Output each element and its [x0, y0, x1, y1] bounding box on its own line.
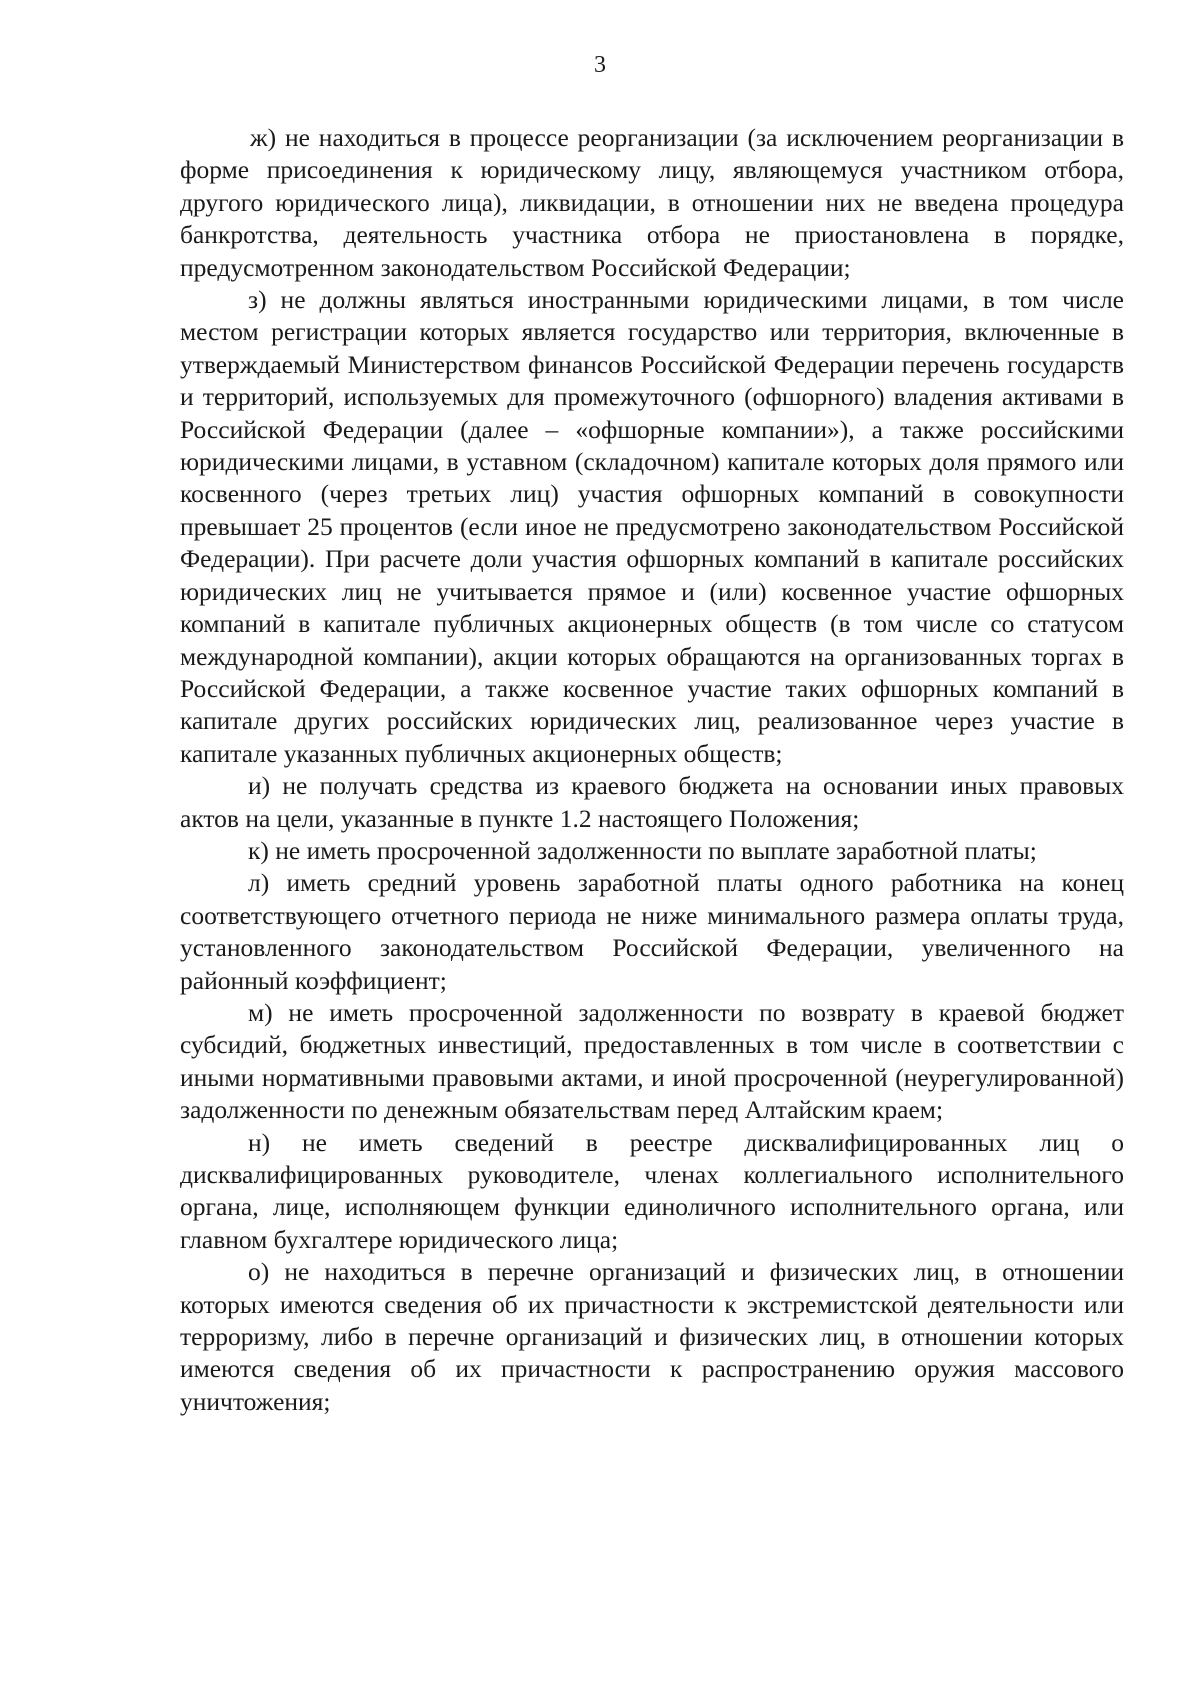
paragraph-k: к) не иметь просроченной задолженности по выплате заработной платы; [248, 835, 1037, 865]
paragraph-z: з) не должны являться иностранными юридическими лицами, в том числе местом регистрации которых является государство или территория, включенные в утверждаемый Министерством финансов Российской Федерации перечень государств и территорий, используемых для промежуточного (офшорного) владения активами в Российской Федерации (далее – «офшорные компании»), а также российскими юридическими лицами, в уставном (складочном) капитале которых доля прямого или косвенного (через третьих лиц) участия офшорных компаний в совокупности превышает 25 процентов (если иное не предусмотрено законодательством Российской Федерации). При расчете доли участия офшорных компаний в капитале российских юридических лиц не учитывается прямое и (или) косвенное участие офшорных компаний в капитале публичных акционерных обществ (в том числе со статусом международной компании), акции которых обращаются на организованных торгах в Российской Федерации, а также косвенное участие таких офшорных компаний в капитале других российских юридических лиц, реализованное через участие в капитале указанных публичных акционерных обществ; [180, 285, 1124, 768]
paragraph-i: и) не получать средства из краевого бюджета на основании иных правовых актов на цели, указанные в пункте 1.2 настоящего Положения; [180, 771, 1124, 833]
document-body [180, 122, 1124, 1418]
paragraph-zh: ж) не находиться в процессе реорганизации (за исключением реорганизации в форме присоединения к юридическому лицу, являющемуся участником отбора, другого юридического лица), ликвидации, в отношении них не введена процедура банкротства, деятельность участника отбора не приостановлена в порядке, предусмотренном законодательством Российской Федерации; [180, 123, 1124, 282]
page-number: 3 [594, 52, 606, 78]
paragraph-m: м) не иметь просроченной задолженности по возврату в краевой бюджет субсидий, бюджетных инвестиций, предоставленных в том числе в соответствии с иными нормативными правовыми актами, и иной просроченной (неурегулированной) задолженности по денежным обязательствам перед Алтайским краем; [180, 997, 1124, 1125]
paragraph-l: л) иметь средний уровень заработной платы одного работника на конец соответствующего отчетного периода не ниже минимального размера оплаты труда, установленного законодательством Российской Федерации, увеличенного на районный коэффициент; [180, 868, 1124, 995]
paragraph-o: о) не находиться в перечне организаций и физических лиц, в отношении которых имеются сведения об их причастности к экстремистской деятельности или терроризму, либо в перечне организаций и физических лиц, в отношении которых имеются сведения об их причастности к распространению оружия массового уничтожения; [180, 1257, 1124, 1416]
paragraph-n: н) не иметь сведений в реестре дисквалифицированных лиц о дисквалифицированных руководителе, членах коллегиального исполнительного органа, лице, исполняющем функции единоличного исполнительного органа, или главном бухгалтере юридического лица; [180, 1127, 1124, 1254]
